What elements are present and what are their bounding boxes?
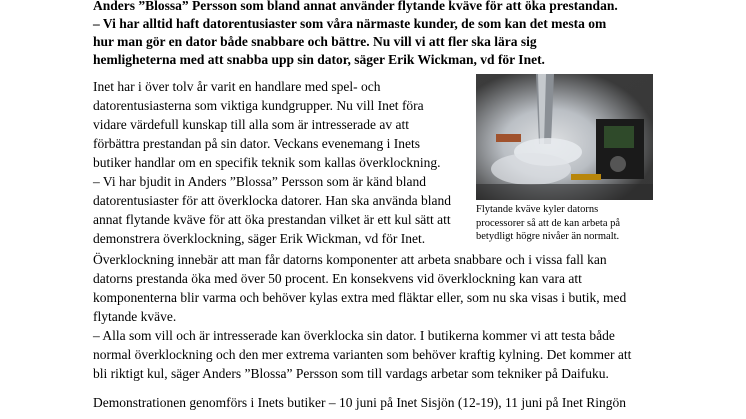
lead-paragraph xyxy=(93,0,663,69)
lead-line: – Vi har alltid haft datorentusiaster som våra närmaste kunder, de som kan det mesta om xyxy=(93,16,607,31)
caption-line: betydligt högre nivåer än normalt. xyxy=(476,231,620,242)
text-line: demonstrera överklockning, säger Erik Wickman, vd för Inet. xyxy=(93,231,426,246)
text-line: förbättra prestandan på sin dator. Veckans evenemang i Inets xyxy=(93,136,421,151)
text-line: flytande kväve. xyxy=(93,309,177,324)
text-line: – Alla som vill och är intresserade kan överklocka sin dator. I butikerna kommer vi att testa både xyxy=(93,328,615,343)
text-line: Inet har i över tolv år varit en handlare med spel- och xyxy=(93,79,381,94)
photo-caption xyxy=(476,203,666,244)
text-line: butiker handlar om en specifik teknik som kallas överklockning. xyxy=(93,155,441,170)
caption-line: processorer så att de kan arbeta på xyxy=(476,217,621,229)
text-line: Överklockning innebär att man får datorns komponenter att arbeta snabbare och i vissa fall kan xyxy=(93,252,607,267)
caption-line: Flytande kväve kyler datorns xyxy=(476,204,599,215)
text-line: datorentusiasterna som viktiga kundgrupper. Nu vill Inet föra xyxy=(93,98,424,113)
text-line: normal överklockning och den mer extrema varianten som behöver kraftig kylning. Det kommer att xyxy=(93,347,632,362)
text-line: annat flytande kväve för att öka prestandan vilket är ett kul sätt att xyxy=(93,212,451,227)
text-line: bli riktigt kul, säger Anders ”Blossa” Persson som till vardags arbetar som tekniker på Daifuku. xyxy=(93,366,609,381)
text-line: – Vi har bjudit in Anders ”Blossa” Persson som är känd bland xyxy=(93,174,427,189)
paragraph-1 xyxy=(93,77,441,172)
lead-line: hemligheterna med att snabba upp sin dator, säger Erik Wickman, vd för Inet. xyxy=(93,52,545,67)
paragraph-5 xyxy=(93,393,626,412)
text-line: komponenterna blir varma och behöver kylas extra med fläktar eller, som nu ska visas i butik, med xyxy=(93,290,627,305)
paragraph-3 xyxy=(93,250,626,326)
paragraph-2 xyxy=(93,172,451,248)
text-line: datorns prestanda öka med över 50 procent. En konsekvens vid överklockning kan vara att xyxy=(93,271,582,286)
overclocking-photo xyxy=(476,74,653,200)
paragraph-4 xyxy=(93,326,631,383)
liquid-nitrogen-photo-image xyxy=(476,74,653,200)
text-line: datorentusiaster för att överklocka datorer. Han ska använda bland xyxy=(93,193,451,208)
text-line: vidare värdefull kunskap till alla som är intresserade av att xyxy=(93,117,410,132)
text-line: Demonstrationen genomförs i Inets butiker – 10 juni på Inet Sisjön (12-19), 11 juni på Inet Ringön xyxy=(93,395,627,410)
lead-line: Anders ”Blossa” Persson som bland annat använder flytande kväve för att öka prestandan. xyxy=(93,0,618,13)
lead-line: hur man gör en dator både snabbare och bättre. Nu vill vi att fler ska lära sig xyxy=(93,34,537,49)
